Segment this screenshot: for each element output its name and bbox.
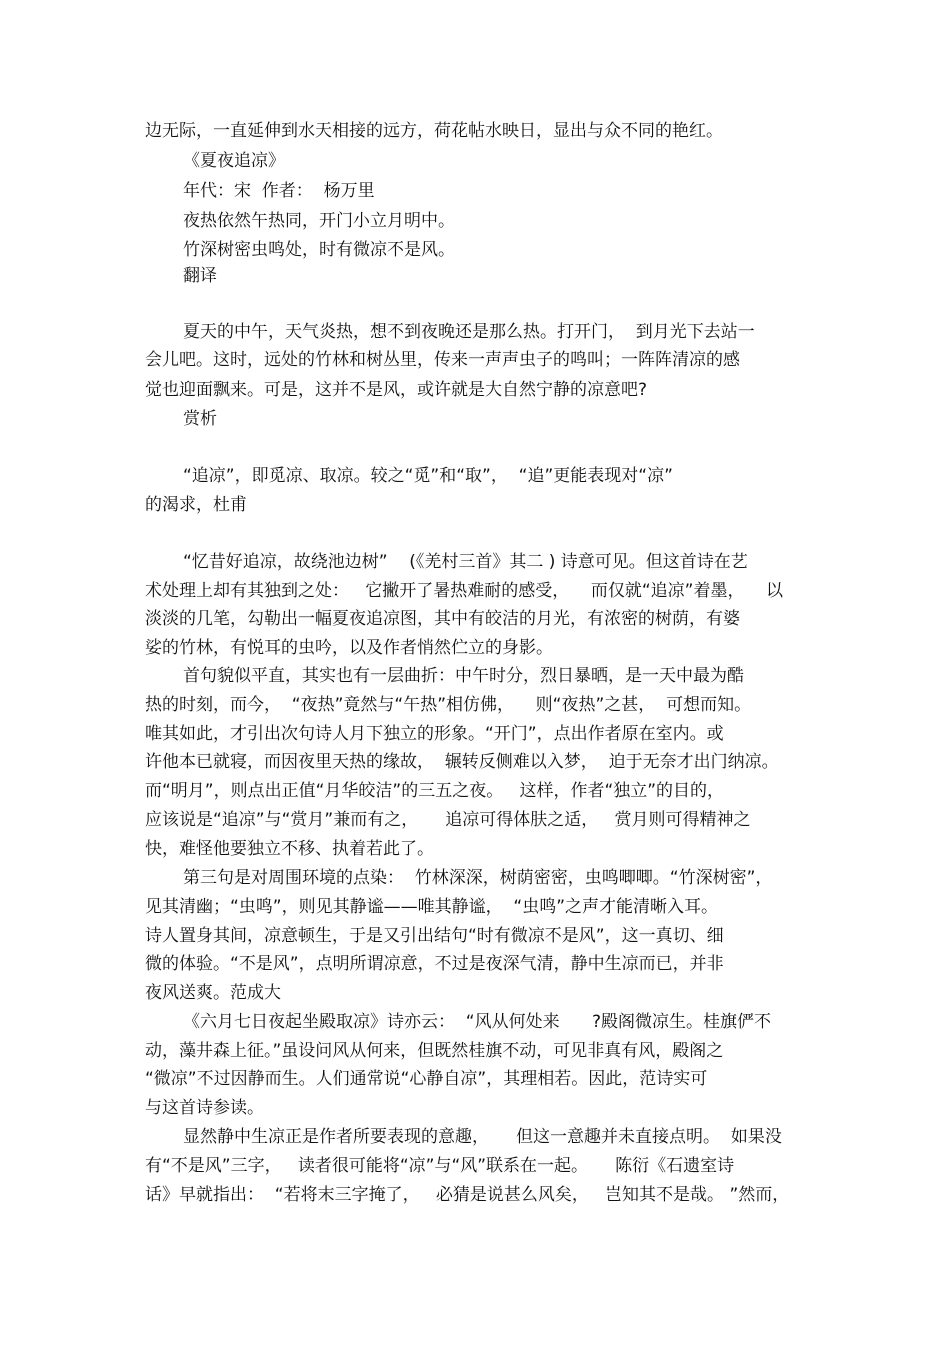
text-line: 边无际，一直延伸到水天相接的远方，荷花帖水映日，显出与众不同的艳红。 [145,121,723,141]
text-line: “追凉”，即觅凉、取凉。较之“觅”和“取”， “追”更能表现对“凉” [183,466,673,486]
text-line: 微的体验。“不是风”，点明所谓凉意，不过是夜深气清，静中生凉而已，并非 [145,954,724,974]
text-line: 会儿吧。这时，远处的竹林和树丛里，传来一声声虫子的鸣叫；一阵阵清凉的感 [145,350,740,370]
poem-verse: 竹深树密虫鸣处，时有微凉不是风。 [183,240,455,260]
text-line: 诗人置身其间，凉意顿生，于是又引出结句“时有微凉不是风”，这一真切、细 [145,926,724,946]
text-line: 而“明月”，则点出正值“月华皎洁”的三五之夜。 这样，作者“独立”的目的， [145,781,725,801]
text-line: 显然静中生凉正是作者所要表现的意趣， 但这一意趣并未直接点明。 如果没 [183,1127,782,1147]
section-heading-translation: 翻译 [183,266,217,286]
text-line: 话》早就指出： “若将末三字掩了， 必猜是说甚么风矣， 岂知其不是哉。 ”然而， [145,1185,790,1205]
text-line: 热的时刻，而今， “夜热”竟然与“午热”相仿佛， 则“夜热”之甚， 可想而知。 [145,695,752,715]
text-line: 夜风送爽。范成大 [145,983,281,1003]
text-line: “忆昔好追凉，故绕池边树” (《羌村三首》其二 ) 诗意可见。但这首诗在艺 [183,552,748,572]
text-line: 首句貌似平直，其实也有一层曲折：中午时分，烈日暴晒，是一天中最为酷 [183,666,744,686]
text-line: 见其清幽；“虫鸣”，则见其静谧——唯其静谧， “虫鸣”之声才能清晰入耳。 [145,897,719,917]
poem-verse: 夜热依然午热同，开门小立月明中。 [183,211,455,231]
text-line: 动，藻井森上征。”虽设问风从何来，但既然桂旗不动，可见非真有风，殿阁之 [145,1041,724,1061]
text-line: 觉也迎面飘来。可是，这并不是风，或许就是大自然宁静的凉意吧? [145,380,648,400]
text-line: 唯其如此，才引出次句诗人月下独立的形象。“开门”，点出作者原在室内。或 [145,724,724,744]
poem-author-line: 年代：宋 作者： 杨万里 [183,181,375,201]
text-line: 与这首诗参读。 [145,1098,264,1118]
poem-title: 《夏夜追凉》 [183,151,285,171]
text-line: 有“不是风”三字， 读者很可能将“凉”与“风”联系在一起。 陈衍《石遗室诗 [145,1156,735,1176]
text-line: 娑的竹林，有悦耳的虫吟，以及作者悄然伫立的身影。 [145,638,553,658]
text-line: “微凉”不过因静而生。人们通常说“心静自凉”，其理相若。因此，范诗实可 [145,1069,708,1089]
text-line: 淡淡的几笔，勾勒出一幅夏夜追凉图，其中有皎洁的月光，有浓密的树荫，有婆 [145,609,740,629]
text-line: 应该说是“追凉”与“赏月”兼而有之， 追凉可得体肤之适， 赏月则可得精神之 [145,810,751,830]
text-line: 夏天的中午，天气炎热，想不到夜晚还是那么热。打开门， 到月光下去站一 [183,322,755,342]
text-line: 快，难怪他要独立不移、执着若此了。 [145,839,434,859]
section-heading-appreciation: 赏析 [183,409,217,429]
text-line: 术处理上却有其独到之处： 它撇开了暑热难耐的感受， 而仅就“追凉”着墨， 以 [145,581,784,601]
text-line: 的渴求，杜甫 [145,495,247,515]
text-line: 许他本已就寝，而因夜里天热的缘故， 辗转反侧难以入梦， 迫于无奈才出门纳凉。 [145,752,779,772]
text-line: 第三句是对周围环境的点染： 竹林深深，树荫密密，虫鸣唧唧。“竹深树密”， [183,868,773,888]
text-line: 《六月七日夜起坐殿取凉》诗亦云： “风从何处来 ?殿阁微凉生。桂旗俨不 [183,1012,772,1032]
